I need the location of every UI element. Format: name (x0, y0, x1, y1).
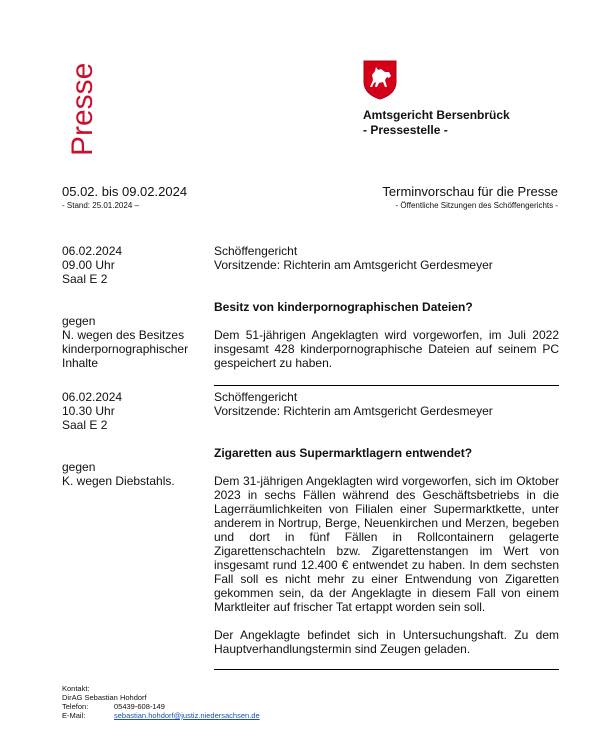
date-range: 05.02. bis 09.02.2024 (62, 184, 188, 199)
phone-number: 05439-608-149 (114, 702, 165, 711)
page-subtitle: - Öffentliche Sitzungen des Schöffengerichts - (395, 201, 558, 210)
case-1-schedule (62, 244, 207, 286)
case-description: Dem 51-jährigen Angeklagten wird vorgeworfen, im Juli 2022 insgesamt 428 kinderpornographische Dateien auf seinem PC gespeichert zu haben. (214, 328, 559, 370)
case-headline: Zigaretten aus Supermarktlagern entwendet? (214, 446, 473, 460)
case-date: 06.02.2024 (62, 390, 123, 404)
case-date: 06.02.2024 (62, 244, 123, 258)
divider (214, 669, 559, 670)
phone-label: Telefon: (62, 702, 89, 711)
case-time: 10.30 Uhr (62, 404, 115, 418)
case-1-defendant (62, 314, 207, 370)
presiding-judge: Vorsitzende: Richterin am Amtsgericht Gerdesmeyer (214, 404, 493, 418)
case-charge: N. wegen des Besitzes kinderpornographischer Inhalte (62, 328, 189, 370)
email-link[interactable]: sebastian.hohdorf@justiz.niedersachsen.de (114, 711, 260, 720)
case-description-2: Der Angeklagte befindet sich in Untersuchungshaft. Zu dem Hauptverhandlungstermin sind Zeugen geladen. (214, 628, 559, 656)
divider (214, 385, 559, 386)
page-title: Terminvorschau für die Presse (382, 184, 558, 199)
presiding-judge: Vorsitzende: Richterin am Amtsgericht Gerdesmeyer (214, 258, 493, 272)
case-room: Saal E 2 (62, 272, 108, 286)
case-charge: K. wegen Diebstahls. (62, 474, 175, 488)
contact-block (62, 684, 260, 720)
case-2-court (214, 390, 559, 418)
lower-saxony-crest-icon (363, 60, 397, 100)
court-type: Schöffengericht (214, 390, 298, 404)
against-label: gegen (62, 460, 96, 474)
case-headline: Besitz von kinderpornographischen Dateien? (214, 300, 473, 314)
contact-name: DirAG Sebastian Hohdorf (62, 693, 147, 702)
case-1-court (214, 244, 559, 272)
case-time: 09.00 Uhr (62, 258, 115, 272)
case-room: Saal E 2 (62, 418, 108, 432)
stand-date: - Stand: 25.01.2024 – (62, 201, 139, 210)
court-name: Amtsgericht Bersenbrück (363, 108, 510, 122)
contact-label: Kontakt: (62, 684, 90, 693)
court-type: Schöffengericht (214, 244, 298, 258)
presse-vertical-label: Presse (66, 62, 99, 156)
case-2-schedule (62, 390, 207, 432)
case-2-defendant (62, 460, 207, 488)
email-label: E-Mail: (62, 711, 86, 720)
case-description: Dem 31-jährigen Angeklagten wird vorgeworfen, sich im Oktober 2023 in sechs Fällen während des Geschäftsbetriebs in die Lagerräumlichkeiten von Filialen einer Supermarktkette, unter anderem in Nortrup, Berge, Neuenkirchen und Merzen, begeben und dort in fünf Fällen in Rollcontainern gelagerte Zigarettenschachteln bzw. Zigarettenstangen im Wert von insgesamt rund 12.400 € entwendet zu haben. In dem sechsten Fall soll es nicht mehr zu einer Entwendung von Zigaretten gekommen sein, da der Angeklagte in diesem Fall von einem Marktleiter auf frischer Tat ertappt worden sein soll. (214, 474, 559, 614)
press-office: - Pressestelle - (363, 123, 448, 137)
against-label: gegen (62, 314, 96, 328)
